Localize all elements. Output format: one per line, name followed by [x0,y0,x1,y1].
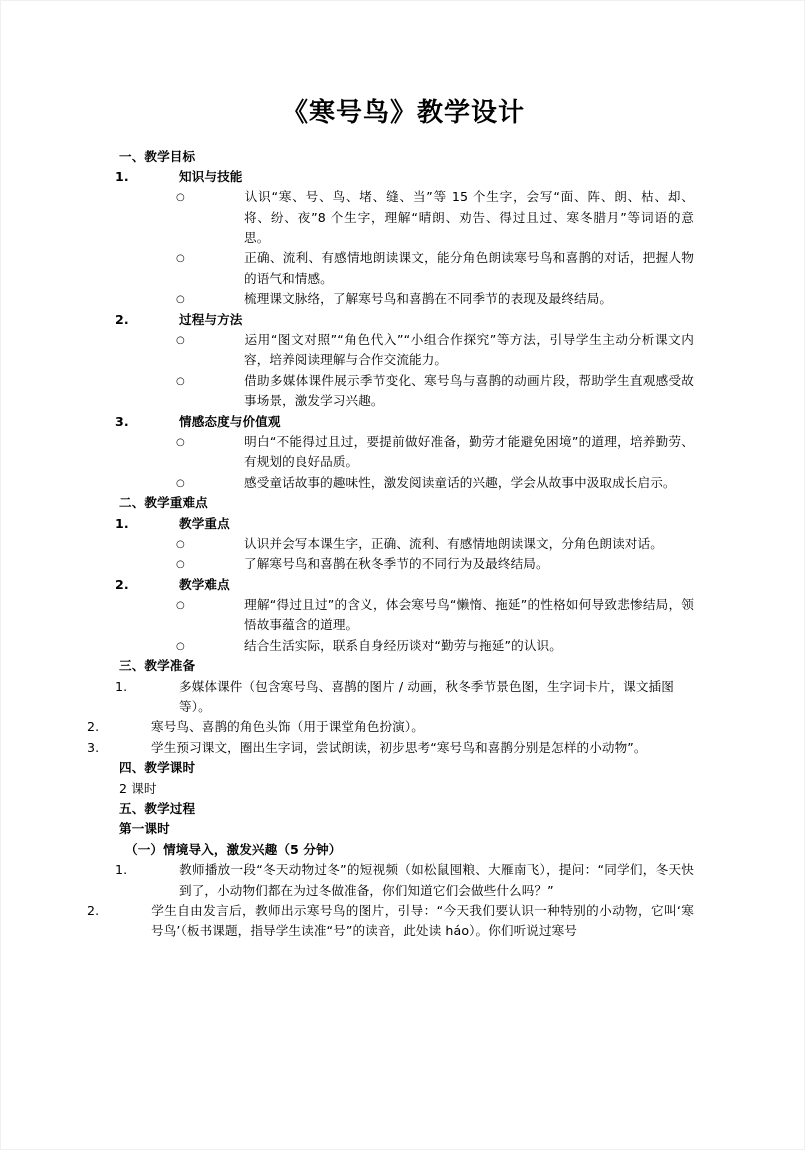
prep-item-text: 学生预习课文，圈出生字词，尝试朗读，初步思考“寒号鸟和喜鹊分别是怎样的小动物”。 [151,739,647,755]
list-item [1,289,805,309]
subsection-label: 情感态度与价值观 [179,413,281,429]
subsection-knowledge-and-skills [1,167,805,187]
list-item [1,554,805,574]
list-number: 1. [115,168,129,184]
list-number: 1. [115,678,128,694]
process-step [1,860,805,901]
page-title: 《寒号鸟》教学设计 [281,98,525,128]
section-heading-class-hours: 四、教学课时 [119,760,196,776]
process-step [1,901,805,942]
list-item-text: 运用“图文对照”“角色代入”“小组合作探究”等方法，引导学生主动分析课文内容，培养阅读理解与合作交流能力。 [244,332,694,368]
prep-item [1,738,805,758]
circle-bullet-icon: ○ [176,477,185,489]
list-item [1,248,805,289]
prep-item-text: 寒号鸟、喜鹊的角色头饰（用于课堂角色扮演）。 [151,719,424,735]
list-item [1,636,805,656]
section-heading-teaching-process: 五、教学过程 [119,801,196,816]
circle-bullet-icon: ○ [176,192,185,204]
section-heading-key-and-difficult-points: 二、教学重难点 [119,495,208,511]
list-item-text: 借助多媒体课件展示季节变化、寒号鸟与喜鹊的动画片段，帮助学生直观感受故事场景，激发学习兴趣。 [244,372,694,409]
page-content [1,1,805,942]
list-item-text: 梳理课文脉络，了解寒号鸟和喜鹊在不同季节的表现及最终结局。 [244,291,613,307]
list-item-text: 明白“不能得过且过，要提前做好准备，勤劳才能避免困境”的道理，培养勤劳、有规划的良好品质。 [244,433,694,470]
list-item [1,187,805,248]
list-number: 3. [115,413,129,429]
subsection-attitudes-and-values [1,412,805,432]
list-item-text: 感受童话故事的趣味性，激发阅读童话的兴趣，学会从故事中汲取成长启示。 [244,474,676,490]
list-item [1,371,805,412]
list-number: 3. [87,739,100,755]
section-heading-teaching-objectives: 一、教学目标 [119,148,196,164]
list-number: 2. [87,902,100,918]
list-item [1,330,805,371]
section-heading-teaching-preparation: 三、教学准备 [119,658,196,674]
circle-bullet-icon: ○ [176,538,185,550]
process-step-text: 教师播放一段“冬天动物过冬”的短视频（如松鼠囤粮、大雁南飞），提问：“同学们，冬天快到了，小动物们都在为过冬做准备，你们知道它们会做些什么吗？” [179,862,694,898]
list-item [1,534,805,554]
list-item-text: 正确、流利、有感情地朗读课文，能分角色朗读寒号鸟和喜鹊的对话，把握人物的语气和情感。 [244,250,694,286]
subsection-label: 教学难点 [179,576,230,592]
subsection-process-and-methods [1,310,805,330]
circle-bullet-icon: ○ [176,640,185,652]
circle-bullet-icon: ○ [176,600,185,612]
list-number: 2. [115,576,129,592]
list-item [1,473,805,493]
list-number: 1. [115,515,129,531]
list-item-text: 认识“寒、号、鸟、堵、缝、当”等 15 个生字，会写“面、阵、朗、枯、却、将、纷、夜”8 个生字，理解“晴朗、劝告、得过且过、寒冬腊月”等词语的意思。 [244,189,694,246]
list-item-text: 理解“得过且过”的含义，体会寒号鸟“懒惰、拖延”的性格如何导致悲惨结局，领悟故事蕴含的道理。 [244,597,694,633]
list-number: 2. [87,719,100,735]
list-item-text: 认识并会写本课生字，正确、流利、有感情地朗读课文，分角色朗读对话。 [244,535,663,551]
stage-heading-situational-introduction: （一）情境导入，激发兴趣（5 分钟） [125,841,342,857]
subsection-label: 过程与方法 [179,311,243,327]
subsection-difficult-points [1,575,805,595]
circle-bullet-icon: ○ [176,375,185,387]
list-item [1,432,805,473]
subsection-key-points [1,514,805,534]
prep-item [1,677,805,718]
process-step-text: 学生自由发言后，教师出示寒号鸟的图片，引导：“今天我们要认识一种特别的小动物，它叫‘寒号鸟’（板书课题，指导学生读准“号”的读音，此处读 háo）。你们听说过寒号 [151,902,694,939]
circle-bullet-icon: ○ [176,294,185,306]
lesson-period-label: 第一课时 [119,821,170,837]
circle-bullet-icon: ○ [176,559,185,571]
list-number: 2. [115,311,129,327]
class-hours-value: 2 课时 [119,780,157,796]
circle-bullet-icon: ○ [176,335,185,347]
list-item-text: 结合生活实际，联系自身经历谈对“勤劳与拖延”的认识。 [244,637,562,653]
prep-item-text: 多媒体课件（包含寒号鸟、喜鹊的图片 / 动画，秋冬季节景色图，生字词卡片，课文插图等）。 [179,678,674,715]
document-body [1,130,805,942]
circle-bullet-icon: ○ [176,436,185,448]
list-number: 1. [115,862,128,878]
list-item-text: 了解寒号鸟和喜鹊在秋冬季节的不同行为及最终结局。 [244,556,549,572]
prep-item [1,717,805,737]
subsection-label: 知识与技能 [179,168,243,184]
subsection-label: 教学重点 [179,515,230,531]
list-item [1,595,805,636]
circle-bullet-icon: ○ [176,253,185,265]
